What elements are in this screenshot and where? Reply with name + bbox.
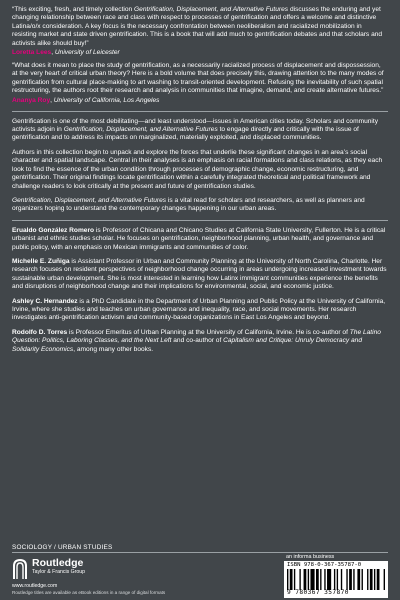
endorser-affiliation: University of Leicester <box>54 49 120 57</box>
divider <box>12 111 388 112</box>
divider <box>12 552 388 553</box>
subject-category: SOCIOLOGY / URBAN STUDIES <box>12 544 113 551</box>
routledge-logo-icon <box>12 558 28 580</box>
ebook-footnote: Routledge titles are available as eBook editions in a range of digital formats <box>12 590 166 595</box>
description-paragraph: Gentrification is one of the most debilitating—and least understood—issues in American cities today. Scholars and community activists adjoin in Gentrification, Displacement, and Alternative Futures to engage directly and critically with the issue of gentrification and to address its impacts on marginalized, materially exploited, and displaced communities. <box>12 117 379 142</box>
endorser-name: Loretta Lees <box>12 49 52 57</box>
divider <box>12 220 388 221</box>
author-name: Michelle E. Zuñiga <box>12 257 70 265</box>
barcode <box>284 561 388 598</box>
blurb-2: “What does it mean to place the study of gentrification, as a necessarily racialized process of displacement and dispossession, at the very heart of critical urban theory? Here is a bold volume that does precisely this, drawing attention to the many modes of gentrification from cultural place-making to art washing to transit-oriented development. Refusing the inevitability of such spatial restructuring, the authors root their research and analysis in communities that imagine, demand, and create alternative futures.” <box>12 62 384 95</box>
author-bio: Rodolfo D. Torres is Professor Emeritus of Urban Planning at the University of California, Irvine. He is co-author of The Latino Question: Politics, Laboring Classes, and the Next Left and co-author of Capitalism and Critique: Unruly Democracy and Solidarity Economics, among many other books. <box>12 328 381 353</box>
informa-tagline: an informa business <box>286 554 335 560</box>
author-name: Ashley C. Hernandez <box>12 297 78 305</box>
author-bio: Erualdo González Romero is Professor of Chicana and Chicano Studies at California State University, Fullerton. He is a critical urbanist and ethnic studies scholar. He focuses on gentrification, neighborhood planning, urban health, and governance and public policy, with an emphasis on Mexican immigrants and communities of color. <box>12 226 386 251</box>
blurb-1: “This exciting, fresh, and timely collection Gentrification, Displacement, and Alternative Futures discusses the enduring and yet changing relationship between race and class with respect to processes of gentrification and offers a welcome and distinctive Latina/o/x consideration. A key focus is the necessary confrontation between neoliberalism and racialized mobilization in resisting market and state driven gentrification. This is a book that will add much to gentrification debates and that scholars and activists alike should buy!” <box>12 6 383 47</box>
endorser-affiliation: University of California, Los Angeles <box>53 96 160 104</box>
author-name: Erualdo González Romero <box>12 226 95 234</box>
barcode-number: 9 780367 357870 <box>287 589 349 596</box>
blurb-1-attribution: Loretta Lees, University of Leicester <box>12 49 120 57</box>
publisher-url: www.routledge.com <box>12 583 58 589</box>
publisher-group: Taylor & Francis Group <box>32 569 86 575</box>
endorser-name: Ananya Roy <box>12 96 51 104</box>
publisher-name: Routledge <box>32 557 84 569</box>
publisher-logo <box>12 556 152 590</box>
isbn-label: ISBN 978-0-367-35787-0 <box>287 562 362 568</box>
cover-text <box>12 6 388 360</box>
blurb-2-attribution: Ananya Roy, University of California, Los Angeles <box>12 96 160 104</box>
description-paragraph: Authors in this collection begin to unpack and explore the forces that underlie these significant changes in an area’s social character and spatial landscape. Central in their analyses is an emphasis on racial formations and class relations, as they each look to find the essence of the urban condition through processes of demographic change, economic restructuring, and gentrification. Their original findings locate gentrification within a carefully integrated theoretical and political framework and challenge readers to look critically at the present and future of gentrification studies. <box>12 148 383 190</box>
author-bio: Michelle E. Zuñiga is Assistant Professor in Urban and Community Planning at the University of North Carolina, Charlotte. Her research focuses on resident perspectives of neighborhood change occurring in areas undergoing increased investment towards sustainable urban development. She is most interested in learning how Latinx immigrant communities experience the benefits and disruptions of neighborhood change and their implications for environmental, social, and economic justice. <box>12 257 387 291</box>
barcode-bars <box>287 569 385 590</box>
author-bio: Ashley C. Hernandez is a PhD Candidate in the Department of Urban Planning and Public Policy at the University of California, Irvine, where she studies and teaches on urban governance and inequality, race, and social movements. Her research investigates anti-gentrification activism and community-based organizations in East Los Angeles and beyond. <box>12 297 386 322</box>
description-paragraph: Gentrification, Displacement, and Alternative Futures is a vital read for scholars and researchers, as well as planners and organizers hoping to understand the contemporary changes happening in our urban areas. <box>12 196 365 213</box>
author-name: Rodolfo D. Torres <box>12 328 68 336</box>
